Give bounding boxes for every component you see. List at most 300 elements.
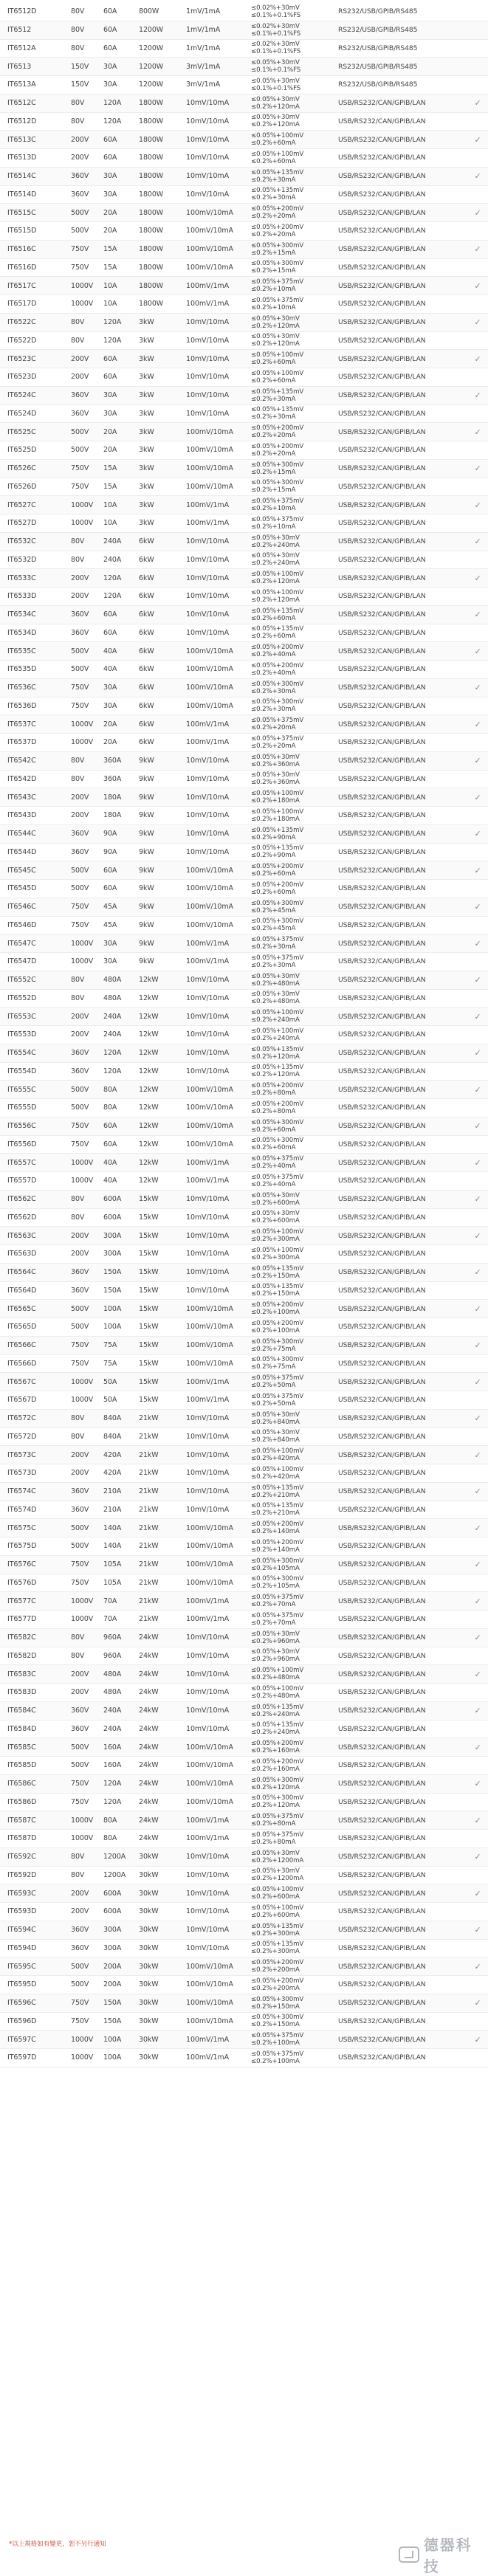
current-cell: 70A [103, 1615, 117, 1624]
current-cell: 30A [103, 409, 117, 418]
model-cell: IT6535C [7, 647, 36, 655]
resolution-cell: 10mV/10mA [186, 190, 229, 199]
current-accuracy: ≤0.2%+100mA [251, 2039, 300, 2048]
accuracy-cell [251, 752, 334, 770]
current-cell: 120A [103, 117, 122, 125]
power-cell: 12kW [139, 1122, 159, 1131]
check-icon: ✓ [474, 1267, 481, 1278]
voltage-cell: 360V [71, 628, 89, 637]
resolution-cell: 1mV/1mA [186, 7, 221, 16]
accuracy-cell [251, 1867, 334, 1884]
power-cell: 15kW [139, 1396, 159, 1405]
table-row [0, 1227, 488, 1245]
interface-cell: RS232/USB/GPIB/RS485 [338, 44, 418, 52]
accuracy-cell [251, 1227, 334, 1244]
interface-cell: USB/RS232/CAN/GPIB/LAN [338, 811, 426, 820]
interface-cell: USB/RS232/CAN/GPIB/LAN [338, 135, 426, 144]
accuracy-cell [251, 1117, 334, 1135]
model-cell: IT6572D [7, 1432, 37, 1441]
power-cell: 3kW [139, 373, 154, 382]
power-cell: 9kW [139, 903, 154, 912]
current-accuracy: ≤0.2%+240mA [251, 1729, 300, 1737]
table-row [0, 21, 488, 40]
current-cell: 80A [103, 1085, 117, 1094]
voltage-accuracy: ≤0.05%+300mV [251, 917, 304, 926]
voltage-cell: 150V [71, 80, 89, 89]
table-row [0, 1574, 488, 1593]
current-cell: 200A [103, 1980, 122, 1989]
voltage-cell: 500V [71, 1323, 89, 1332]
current-cell: 30A [103, 939, 117, 948]
voltage-cell: 1000V [71, 957, 94, 966]
check-icon: ✓ [474, 646, 481, 656]
power-cell: 1800W [139, 300, 164, 309]
accuracy-cell [251, 1355, 334, 1373]
accuracy-cell [251, 533, 334, 551]
current-accuracy: ≤0.1%+0.1%FS [251, 84, 301, 92]
current-accuracy: ≤0.1%+0.1%FS [251, 11, 301, 19]
voltage-cell: 80V [71, 774, 85, 783]
resolution-cell: 10mV/10mA [186, 373, 229, 382]
accuracy-cell [251, 1684, 334, 1701]
current-accuracy: ≤0.2%+300mA [251, 1253, 300, 1261]
check-icon: ✓ [474, 500, 481, 510]
model-cell: IT6554D [7, 1067, 37, 1075]
model-cell: IT6515D [7, 227, 37, 235]
interface-cell: USB/RS232/CAN/GPIB/LAN [338, 1816, 426, 1825]
current-accuracy: ≤0.2%+120mA [251, 121, 300, 129]
interface-cell: USB/RS232/CAN/GPIB/LAN [338, 957, 426, 966]
voltage-cell: 750V [71, 1560, 89, 1569]
table-row [0, 1318, 488, 1337]
power-cell: 21kW [139, 1432, 159, 1441]
voltage-accuracy: ≤0.05%+100mV [251, 1684, 304, 1692]
model-cell: IT6584D [7, 1724, 37, 1733]
voltage-cell: 1000V [71, 1597, 94, 1605]
model-cell: IT6587C [7, 1816, 36, 1825]
accuracy-cell [251, 588, 334, 605]
power-cell: 3kW [139, 519, 154, 528]
model-cell: IT6513C [7, 135, 36, 144]
model-cell: IT6556D [7, 1140, 37, 1148]
model-cell: IT6536D [7, 701, 37, 710]
voltage-accuracy: ≤0.02%+30mV [251, 4, 300, 12]
interface-cell: USB/RS232/CAN/GPIB/LAN [338, 665, 426, 674]
model-cell: IT6595C [7, 1962, 36, 1971]
model-cell: IT6533C [7, 574, 36, 582]
current-accuracy: ≤0.2%+600mA [251, 1199, 300, 1207]
power-cell: 3kW [139, 482, 154, 491]
power-cell: 1800W [139, 227, 164, 235]
current-cell: 60A [103, 610, 117, 619]
accuracy-cell [251, 204, 334, 221]
current-accuracy: ≤0.2%+80mA [251, 1838, 296, 1846]
interface-cell: RS232/USB/GPIB/RS485 [338, 62, 418, 71]
interface-cell: USB/RS232/CAN/GPIB/LAN [338, 1213, 426, 1222]
table-row [0, 1373, 488, 1391]
current-cell: 15A [103, 464, 117, 473]
resolution-cell: 10mV/10mA [186, 774, 229, 783]
current-accuracy: ≤0.2%+30mA [251, 395, 296, 403]
resolution-cell: 100mV/1mA [186, 2035, 229, 2044]
current-cell: 105A [103, 1560, 122, 1569]
check-icon: ✓ [474, 1194, 481, 1205]
current-accuracy: ≤0.2%+75mA [251, 1363, 296, 1371]
resolution-cell: 100mV/10mA [186, 1140, 233, 1148]
accuracy-cell [251, 1921, 334, 1939]
interface-cell: USB/RS232/CAN/GPIB/LAN [338, 1250, 426, 1258]
power-cell: 21kW [139, 1414, 159, 1423]
current-cell: 120A [103, 1780, 122, 1788]
interface-cell: USB/RS232/CAN/GPIB/LAN [338, 1962, 426, 1971]
resolution-cell: 100mV/10mA [186, 884, 233, 893]
voltage-cell: 750V [71, 1122, 89, 1131]
voltage-accuracy: ≤0.05%+135mV [251, 1264, 304, 1272]
current-accuracy: ≤0.2%+420mA [251, 1455, 300, 1463]
current-cell: 240A [103, 1030, 122, 1039]
accuracy-cell [251, 94, 334, 112]
table-row [0, 1063, 488, 1081]
power-cell: 12kW [139, 1085, 159, 1094]
current-cell: 210A [103, 1487, 122, 1496]
power-cell: 3kW [139, 336, 154, 345]
table-row [0, 1154, 488, 1172]
check-icon: ✓ [474, 1560, 481, 1570]
resolution-cell: 100mV/10mA [186, 427, 233, 436]
table-row [0, 496, 488, 514]
accuracy-cell [251, 771, 334, 788]
watermark-text: 德器科技 [423, 2536, 472, 2575]
voltage-accuracy: ≤0.05%+100mV [251, 1886, 304, 1894]
accuracy-cell [251, 1629, 334, 1647]
model-cell: IT6554C [7, 1049, 36, 1058]
table-row [0, 478, 488, 497]
resolution-cell: 100mV/10mA [186, 1743, 233, 1752]
power-cell: 1200W [139, 44, 164, 52]
current-accuracy: ≤0.2%+60mA [251, 870, 296, 878]
voltage-cell: 200V [71, 1450, 89, 1459]
resolution-cell: 10mV/10mA [186, 537, 229, 546]
interface-cell: USB/RS232/CAN/GPIB/LAN [338, 1870, 426, 1879]
voltage-accuracy: ≤0.05%+100mV [251, 369, 304, 377]
resolution-cell: 10mV/10mA [186, 1707, 229, 1715]
model-cell: IT6542C [7, 757, 36, 765]
resolution-cell: 10mV/10mA [186, 1469, 229, 1478]
current-accuracy: ≤0.2%+105mA [251, 1564, 300, 1572]
accuracy-cell [251, 186, 334, 204]
power-cell: 3kW [139, 500, 154, 509]
power-cell: 6kW [139, 555, 154, 564]
accuracy-cell [251, 514, 334, 532]
model-cell: IT6574D [7, 1505, 37, 1514]
current-accuracy: ≤0.2%+10mA [251, 303, 296, 311]
table-row [0, 460, 488, 478]
voltage-cell: 500V [71, 1304, 89, 1313]
resolution-cell: 100mV/10mA [186, 1341, 233, 1350]
table-row [0, 1867, 488, 1885]
current-cell: 960A [103, 1633, 122, 1642]
voltage-accuracy: ≤0.05%+135mV [251, 607, 304, 615]
interface-cell: USB/RS232/CAN/GPIB/LAN [338, 1743, 426, 1752]
current-cell: 50A [103, 1377, 117, 1386]
voltage-accuracy: ≤0.05%+300mV [251, 680, 304, 688]
resolution-cell: 100mV/1mA [186, 2053, 229, 2062]
voltage-accuracy: ≤0.02%+30mV [251, 41, 300, 49]
current-cell: 60A [103, 373, 117, 382]
voltage-cell: 360V [71, 1487, 89, 1496]
voltage-cell: 750V [71, 903, 89, 912]
resolution-cell: 100mV/10mA [186, 1761, 233, 1770]
interface-cell: USB/RS232/CAN/GPIB/LAN [338, 1633, 426, 1642]
table-row [0, 1446, 488, 1464]
accuracy-cell [251, 58, 334, 75]
current-cell: 20A [103, 720, 117, 729]
current-cell: 30A [103, 62, 117, 71]
voltage-cell: 80V [71, 117, 85, 125]
check-icon: ✓ [474, 1304, 481, 1314]
check-icon: ✓ [474, 1888, 481, 1898]
resolution-cell: 10mV/10mA [186, 1651, 229, 1660]
voltage-cell: 750V [71, 1140, 89, 1148]
current-cell: 150A [103, 1999, 122, 2008]
voltage-cell: 80V [71, 1633, 85, 1642]
table-row [0, 606, 488, 624]
accuracy-cell [251, 1191, 334, 1208]
model-cell: IT6564D [7, 1286, 37, 1295]
table-row [0, 1994, 488, 2013]
voltage-cell: 500V [71, 427, 89, 436]
current-cell: 60A [103, 1140, 117, 1148]
accuracy-cell [251, 350, 334, 368]
voltage-cell: 200V [71, 811, 89, 820]
accuracy-cell [251, 825, 334, 843]
current-accuracy: ≤0.2%+70mA [251, 1619, 296, 1627]
model-cell: IT6532D [7, 555, 37, 564]
accuracy-cell [251, 1738, 334, 1756]
model-cell: IT6576D [7, 1578, 37, 1587]
current-cell: 75A [103, 1359, 117, 1368]
current-accuracy: ≤0.2%+150mA [251, 2002, 300, 2011]
current-cell: 840A [103, 1432, 122, 1441]
voltage-accuracy: ≤0.05%+30mV [251, 972, 300, 980]
current-accuracy: ≤0.2%+480mA [251, 1674, 300, 1682]
voltage-cell: 360V [71, 1268, 89, 1277]
voltage-cell: 1000V [71, 720, 94, 729]
accuracy-cell [251, 1574, 334, 1592]
voltage-cell: 500V [71, 1103, 89, 1112]
interface-cell: USB/RS232/CAN/GPIB/LAN [338, 1907, 426, 1916]
table-row [0, 1245, 488, 1264]
power-cell: 9kW [139, 884, 154, 893]
power-cell: 30kW [139, 2035, 159, 2044]
table-row [0, 990, 488, 1008]
interface-cell: USB/RS232/CAN/GPIB/LAN [338, 903, 426, 912]
voltage-cell: 80V [71, 555, 85, 564]
voltage-accuracy: ≤0.05%+30mV [251, 1210, 300, 1218]
interface-cell: USB/RS232/CAN/GPIB/LAN [338, 300, 426, 309]
current-accuracy: ≤0.2%+45mA [251, 906, 296, 915]
current-accuracy: ≤0.2%+150mA [251, 2021, 300, 2029]
power-cell: 21kW [139, 1505, 159, 1514]
table-row [0, 880, 488, 898]
voltage-accuracy: ≤0.05%+100mV [251, 150, 304, 158]
interface-cell: USB/RS232/CAN/GPIB/LAN [338, 1286, 426, 1295]
voltage-cell: 200V [71, 154, 89, 162]
accuracy-cell [251, 880, 334, 898]
current-cell: 50A [103, 1396, 117, 1405]
resolution-cell: 10mV/10mA [186, 610, 229, 619]
power-cell: 15kW [139, 1377, 159, 1386]
current-cell: 45A [103, 903, 117, 912]
current-cell: 15A [103, 263, 117, 272]
voltage-accuracy: ≤0.05%+135mV [251, 168, 304, 176]
power-cell: 30kW [139, 1926, 159, 1935]
power-cell: 9kW [139, 811, 154, 820]
model-cell: IT6582D [7, 1651, 37, 1660]
model-cell: IT6565D [7, 1323, 37, 1332]
current-accuracy: ≤0.2%+120mA [251, 103, 300, 111]
interface-cell: USB/RS232/CAN/GPIB/LAN [338, 427, 426, 436]
model-cell: IT6543C [7, 793, 36, 802]
current-accuracy: ≤0.2%+30mA [251, 943, 296, 951]
table-row [0, 934, 488, 953]
current-accuracy: ≤0.2%+20mA [251, 724, 296, 732]
current-accuracy: ≤0.2%+60mA [251, 1126, 296, 1134]
voltage-cell: 360V [71, 847, 89, 856]
power-cell: 21kW [139, 1523, 159, 1532]
model-cell: IT6563C [7, 1231, 36, 1240]
voltage-accuracy: ≤0.05%+300mV [251, 1995, 304, 2003]
power-cell: 9kW [139, 847, 154, 856]
voltage-accuracy: ≤0.05%+200mV [251, 1521, 304, 1529]
resolution-cell: 10mV/10mA [186, 1487, 229, 1496]
power-cell: 6kW [139, 683, 154, 692]
voltage-accuracy: ≤0.05%+300mV [251, 1794, 304, 1802]
interface-cell: USB/RS232/CAN/GPIB/LAN [338, 227, 426, 235]
accuracy-cell [251, 1611, 334, 1628]
resolution-cell: 100mV/1mA [186, 500, 229, 509]
table-row [0, 76, 488, 94]
resolution-cell: 10mV/10mA [186, 1012, 229, 1021]
table-row [0, 1611, 488, 1629]
voltage-accuracy: ≤0.05%+375mV [251, 1594, 304, 1602]
accuracy-cell [251, 844, 334, 861]
current-cell: 60A [103, 26, 117, 35]
current-accuracy: ≤0.2%+960mA [251, 1656, 300, 1664]
current-cell: 200A [103, 1962, 122, 1971]
accuracy-cell [251, 1501, 334, 1519]
power-cell: 3kW [139, 409, 154, 418]
table-row [0, 807, 488, 825]
current-accuracy: ≤0.2%+80mA [251, 1107, 296, 1115]
current-accuracy: ≤0.2%+600mA [251, 1911, 300, 1919]
voltage-cell: 500V [71, 665, 89, 674]
current-accuracy: ≤0.2%+120mA [251, 340, 300, 348]
resolution-cell: 10mV/10mA [186, 1505, 229, 1514]
table-row [0, 1903, 488, 1921]
model-cell: IT6583C [7, 1670, 36, 1678]
current-cell: 60A [103, 866, 117, 875]
accuracy-cell [251, 715, 334, 733]
voltage-cell: 750V [71, 263, 89, 272]
current-cell: 30A [103, 391, 117, 400]
interface-cell: USB/RS232/CAN/GPIB/LAN [338, 1396, 426, 1405]
check-icon: ✓ [474, 902, 481, 912]
current-cell: 10A [103, 519, 117, 528]
resolution-cell: 10mV/10mA [186, 1414, 229, 1423]
table-row [0, 1702, 488, 1721]
power-cell: 30kW [139, 2053, 159, 2062]
current-cell: 100A [103, 2035, 122, 2044]
voltage-accuracy: ≤0.05%+300mV [251, 479, 304, 487]
accuracy-cell [251, 642, 334, 660]
accuracy-cell [251, 1721, 334, 1738]
current-cell: 10A [103, 281, 117, 290]
power-cell: 15kW [139, 1323, 159, 1332]
resolution-cell: 10mV/10mA [186, 1231, 229, 1240]
voltage-accuracy: ≤0.05%+375mV [251, 1813, 304, 1821]
table-row [0, 1537, 488, 1556]
current-accuracy: ≤0.2%+50mA [251, 1382, 296, 1390]
current-accuracy: ≤0.2%+105mA [251, 1583, 300, 1591]
table-row [0, 241, 488, 259]
power-cell: 3kW [139, 391, 154, 400]
voltage-cell: 1000V [71, 1177, 94, 1185]
accuracy-cell [251, 679, 334, 697]
accuracy-cell [251, 1830, 334, 1847]
power-cell: 15kW [139, 1268, 159, 1277]
accuracy-cell [251, 606, 334, 624]
interface-cell: USB/RS232/CAN/GPIB/LAN [338, 1560, 426, 1569]
voltage-cell: 80V [71, 1853, 85, 1862]
power-cell: 21kW [139, 1487, 159, 1496]
accuracy-cell [251, 551, 334, 569]
resolution-cell: 10mV/10mA [186, 555, 229, 564]
current-cell: 90A [103, 830, 117, 838]
current-accuracy: ≤0.2%+120mA [251, 1071, 300, 1079]
model-cell: IT6524C [7, 391, 36, 400]
interface-cell: USB/RS232/CAN/GPIB/LAN [338, 1268, 426, 1277]
voltage-accuracy: ≤0.05%+100mV [251, 571, 304, 579]
current-accuracy: ≤0.2%+60mA [251, 376, 296, 385]
check-icon: ✓ [474, 171, 481, 182]
interface-cell: USB/RS232/CAN/GPIB/LAN [338, 628, 426, 637]
interface-cell: USB/RS232/CAN/GPIB/LAN [338, 336, 426, 345]
current-accuracy: ≤0.2%+80mA [251, 1820, 296, 1828]
accuracy-cell [251, 332, 334, 350]
voltage-accuracy: ≤0.05%+300mV [251, 241, 304, 249]
voltage-accuracy: ≤0.05%+30mV [251, 1867, 300, 1876]
power-cell: 9kW [139, 920, 154, 929]
current-cell: 1200A [103, 1853, 126, 1862]
power-cell: 9kW [139, 757, 154, 765]
model-cell: IT6592D [7, 1870, 37, 1879]
voltage-cell: 1000V [71, 1816, 94, 1825]
check-icon: ✓ [474, 537, 481, 547]
voltage-cell: 500V [71, 1743, 89, 1752]
current-accuracy: ≤0.2%+80mA [251, 1089, 296, 1098]
table-row [0, 387, 488, 405]
table-row [0, 1099, 488, 1117]
power-cell: 6kW [139, 592, 154, 601]
voltage-cell: 1000V [71, 519, 94, 528]
voltage-cell: 750V [71, 2017, 89, 2025]
current-cell: 100A [103, 1304, 122, 1313]
current-cell: 20A [103, 446, 117, 455]
interface-cell: USB/RS232/CAN/GPIB/LAN [338, 920, 426, 929]
check-icon: ✓ [474, 1669, 481, 1679]
current-accuracy: ≤0.2%+300mA [251, 1236, 300, 1244]
